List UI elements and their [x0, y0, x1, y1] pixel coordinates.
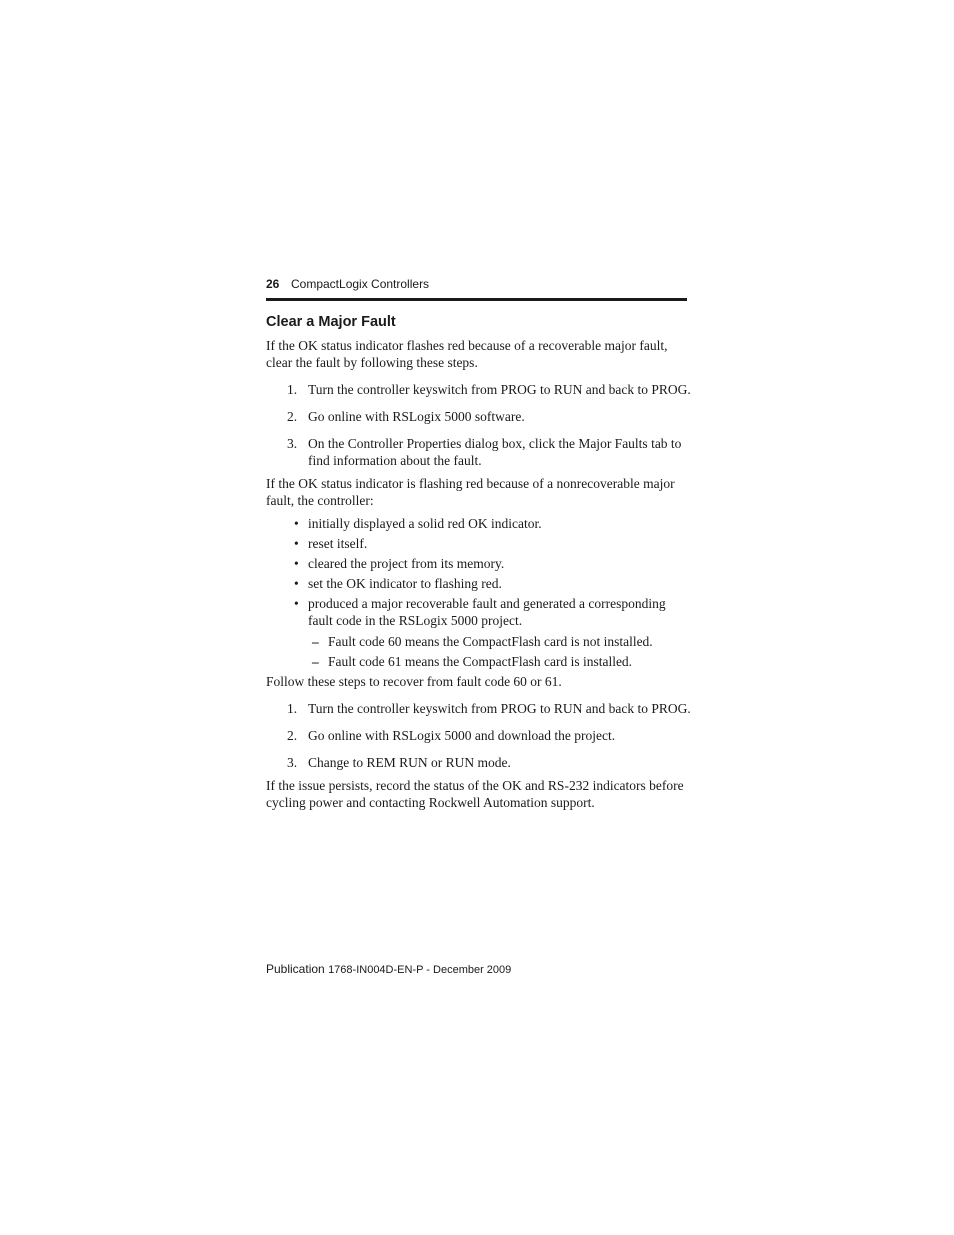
list-item [266, 595, 691, 670]
step-text: On the Controller Properties dialog box, click the Major Faults tab to find information about the fault. [308, 436, 682, 468]
intro-paragraph: If the OK status indicator flashes red because of a recoverable major fault, clear the fault by following these steps. [266, 338, 668, 370]
step-text: Go online with RSLogix 5000 and download the project. [308, 728, 616, 743]
header-rule [266, 298, 687, 301]
recoverable-steps-list [266, 381, 691, 469]
dash-symbol: – [312, 654, 319, 669]
sub-bullet-text: Fault code 61 means the CompactFlash card is installed. [328, 654, 633, 669]
step-text: Turn the controller keyswitch from PROG to RUN and back to PROG. [308, 382, 691, 397]
sub-bullet-text: Fault code 60 means the CompactFlash card is not installed. [328, 634, 653, 649]
page-footer [266, 962, 511, 976]
page-number: 26 [266, 277, 280, 291]
bullet-text: produced a major recoverable fault and generated a corresponding fault code in the RSLogix 5000 project. [308, 596, 666, 628]
recover-steps-list [266, 700, 691, 771]
bullet-symbol: • [294, 536, 299, 551]
list-item [266, 408, 691, 425]
step-number: 3. [287, 755, 298, 770]
list-item [266, 435, 691, 469]
nonrecoverable-paragraph: If the OK status indicator is flashing red because of a nonrecoverable major fault, the controller: [266, 476, 675, 508]
list-item [266, 515, 691, 532]
publication-number: 1768-IN004D-EN-P - December 2009 [328, 964, 512, 976]
list-item [266, 535, 691, 552]
list-item [266, 727, 691, 744]
step-number: 1. [287, 701, 298, 716]
bullet-text: set the OK indicator to flashing red. [308, 576, 502, 591]
list-item [266, 381, 691, 398]
section-heading: Clear a Major Fault [266, 314, 396, 330]
running-title: CompactLogix Controllers [291, 277, 430, 291]
recover-intro-paragraph: Follow these steps to recover from fault code 60 or 61. [266, 674, 562, 689]
step-number: 1. [287, 382, 298, 397]
list-item [308, 653, 691, 670]
page-content [266, 313, 691, 811]
list-item [266, 555, 691, 572]
dash-symbol: – [312, 634, 319, 649]
closing-paragraph: If the issue persists, record the status of the OK and RS-232 indicators before cycling power and contacting Rockwell Automation support. [266, 778, 684, 810]
controller-actions-list [266, 515, 691, 670]
bullet-text: cleared the project from its memory. [308, 556, 505, 571]
step-text: Change to REM RUN or RUN mode. [308, 755, 511, 770]
step-number: 2. [287, 409, 298, 424]
list-item [266, 754, 691, 771]
step-text: Go online with RSLogix 5000 software. [308, 409, 525, 424]
list-item [308, 633, 691, 650]
step-number: 2. [287, 728, 298, 743]
list-item [266, 575, 691, 592]
bullet-symbol: • [294, 596, 299, 611]
bullet-text: reset itself. [308, 536, 368, 551]
fault-code-list [308, 633, 691, 670]
step-text: Turn the controller keyswitch from PROG to RUN and back to PROG. [308, 701, 691, 716]
footer-label: Publication [266, 962, 325, 976]
bullet-symbol: • [294, 576, 299, 591]
step-number: 3. [287, 436, 298, 451]
list-item [266, 700, 691, 717]
bullet-symbol: • [294, 516, 299, 531]
bullet-symbol: • [294, 556, 299, 571]
bullet-text: initially displayed a solid red OK indicator. [308, 516, 542, 531]
